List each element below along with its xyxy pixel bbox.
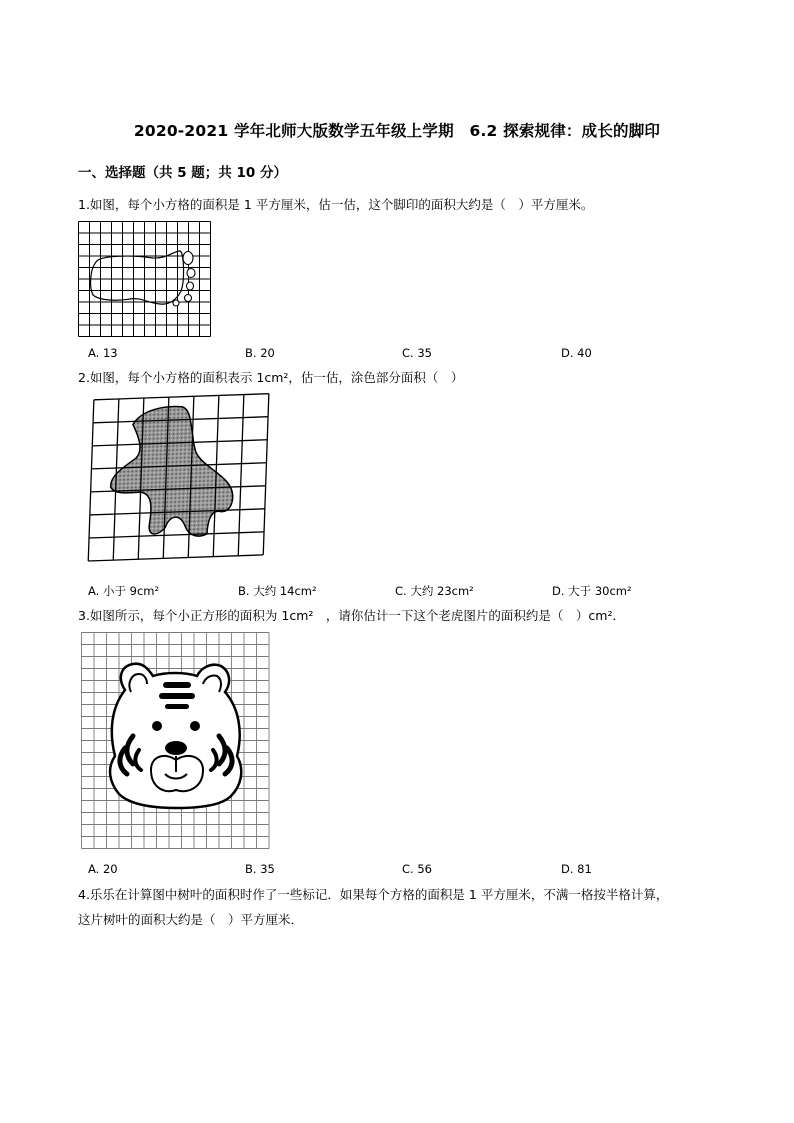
grid-line: [88, 400, 94, 561]
page-title: 2020-2021 学年北师大版数学五年级上学期 6.2 探索规律：成长的脚印: [133, 122, 661, 140]
q2-option-d[interactable]: D. 大于 30cm²: [552, 584, 632, 598]
shaded-shape-grid-figure: [88, 396, 270, 562]
footprint-grid-figure: [78, 221, 212, 337]
grid-line: [94, 394, 269, 400]
q3-option-b[interactable]: B. 35: [245, 862, 275, 876]
question-4-text-line-2: 这片树叶的面积大约是（ ）平方厘米．: [78, 912, 304, 927]
q2-option-c[interactable]: C. 大约 23cm²: [395, 584, 474, 598]
q1-option-c[interactable]: C. 35: [402, 346, 432, 360]
q1-option-d[interactable]: D. 40: [561, 346, 592, 360]
q1-option-a[interactable]: A. 13: [88, 346, 118, 360]
grid-line: [89, 532, 264, 538]
q2-option-b[interactable]: B. 大约 14cm²: [238, 584, 317, 598]
question-2-text: 2.如图，每个小方格的面积表示 1cm²，估一估，涂色部分面积（ ）: [78, 370, 464, 385]
tiger-grid-figure: [81, 632, 271, 854]
q1-option-b[interactable]: B. 20: [245, 346, 275, 360]
question-1-text: 1.如图，每个小方格的面积是 1 平方厘米，估一估，这个脚印的面积大约是（ ）平方厘米。: [78, 197, 594, 212]
q3-option-d[interactable]: D. 81: [561, 862, 592, 876]
grid-line: [238, 395, 244, 556]
q2-option-a[interactable]: A. 小于 9cm²: [88, 584, 160, 598]
grid-line: [88, 555, 263, 561]
question-3-text: 3.如图所示，每个小正方形的面积为 1cm² ，请你估计一下这个老虎图片的面积约是（ ）cm²．: [78, 608, 625, 623]
section-heading: 一、选择题（共 5 题；共 10 分）: [78, 165, 287, 181]
q3-option-a[interactable]: A. 20: [88, 862, 118, 876]
q3-option-c[interactable]: C. 56: [402, 862, 432, 876]
grid-line: [263, 394, 269, 555]
question-4-text-line-1: 4.乐乐在计算图中树叶的面积时作了一些标记．如果每个方格的面积是 1 平方厘米，不满一格按半格计算，: [78, 887, 669, 902]
